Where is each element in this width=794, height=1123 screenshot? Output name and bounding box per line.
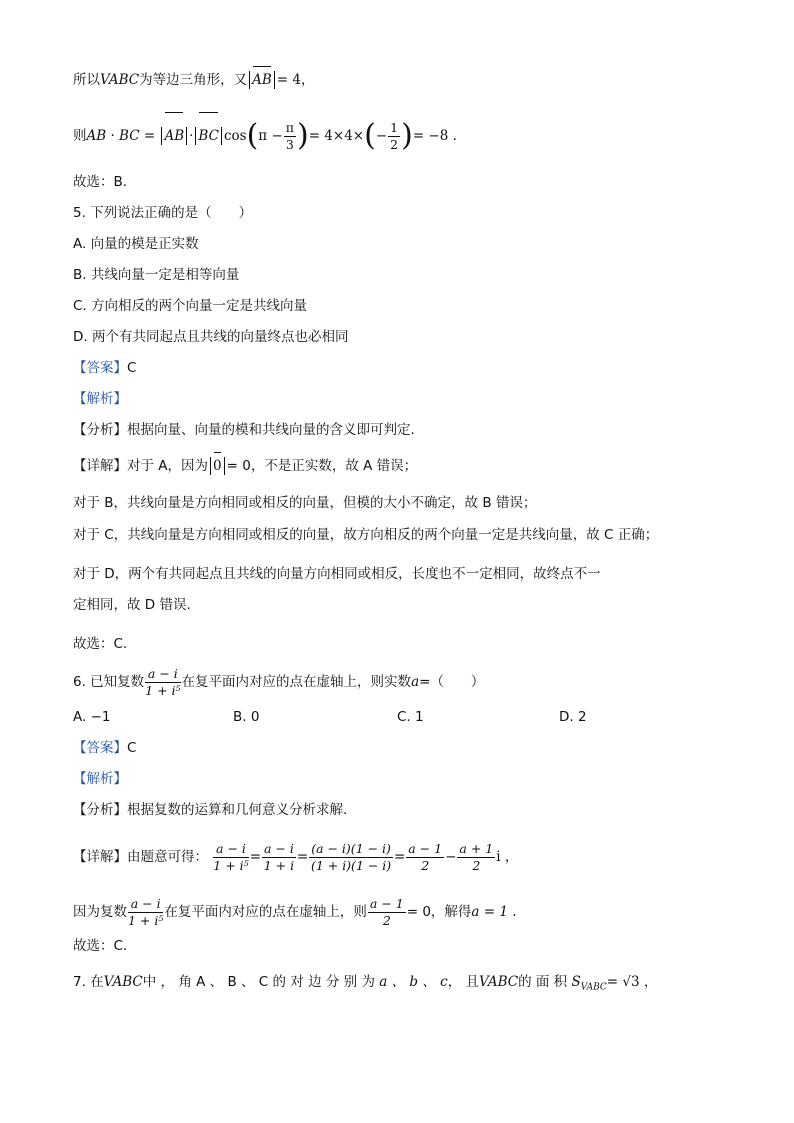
text: = 4×4× — [308, 128, 365, 144]
text: 在复平面内对应的点在虚轴上，则 — [164, 904, 367, 920]
denominator: 1 + i⁵ — [145, 682, 181, 698]
q6-option-a: A. −1 — [73, 709, 111, 725]
fraction — [457, 841, 495, 874]
text: ， 且 — [447, 974, 479, 990]
abs-bar — [249, 71, 250, 89]
denominator: 1 + i⁵ — [128, 912, 164, 928]
q6-line2 — [73, 890, 517, 934]
paren: ( — [246, 118, 259, 153]
q5-option-c: C. 方向相反的两个向量一定是共线向量 — [73, 298, 308, 314]
q6-analysis-tag: 【解析】 — [73, 771, 127, 787]
text: 7. 在 — [73, 974, 104, 990]
xiangjie-tag: 【详解】 — [73, 458, 127, 474]
denominator: 2 — [421, 857, 430, 873]
fraction — [213, 841, 248, 874]
xiangjie-tag: 【详解】 — [73, 849, 127, 865]
paren: ( — [364, 118, 376, 153]
paren: ) — [401, 118, 413, 153]
text: 为等边三角形，又 — [139, 72, 248, 88]
intro-line-1 — [73, 70, 314, 90]
denominator: 1 + i — [263, 857, 295, 873]
denominator: 2 — [390, 136, 399, 152]
q5-choice: 故选：C. — [73, 636, 128, 652]
answer-tag: 【答案】 — [73, 740, 127, 756]
triangle-label: VABC — [103, 974, 143, 990]
area-subscript: VABC — [580, 982, 607, 993]
fenxi-tag: 【分析】 — [73, 422, 127, 438]
q5-line-b: 对于 B，共线向量是方向相同或相反的向量，但模的大小不确定，故 B 错误； — [73, 495, 537, 511]
q5-answer — [73, 358, 136, 378]
fraction — [128, 896, 163, 929]
denominator: 2 — [472, 857, 481, 873]
triangle-label: VABC — [100, 72, 140, 88]
text: 由题意可得： — [127, 849, 208, 865]
text: 所以 — [73, 72, 100, 88]
text: 在复平面内对应的点在虚轴上，则实数 — [181, 674, 412, 690]
vector-ab: AB — [252, 72, 272, 88]
dot-product-lhs: AB · BC = — [86, 128, 156, 144]
cos: cos — [223, 128, 247, 144]
abs-bar — [161, 127, 162, 145]
q6-xiangjie: 【详解】由题意可得： $\frac{a - i}{\text{1 + i⁵}}$ = $\frac{a - i}{1 + i}$ = $\frac{(a - i)(1 - i)}{(1 + i)(1 - i)}$ = $\frac{a - 1}{2}$ − $\frac{a + 1}{2}$ i ， — [73, 840, 519, 873]
intro-line-2 — [73, 116, 457, 156]
q6-option-d: D. 2 — [559, 709, 587, 725]
text: 对于 A，因为 — [127, 458, 209, 474]
numerator: a − 1 — [408, 840, 443, 856]
denominator: (1 + i)(1 − i) — [310, 857, 392, 873]
abs-bar — [186, 127, 187, 145]
q5-xiangjie — [73, 456, 417, 476]
text: 6. 已知复数 — [73, 674, 145, 690]
pi-minus: π − — [258, 128, 283, 144]
numerator: a − i — [128, 896, 163, 913]
q5-option-a: A. 向量的模是正实数 — [73, 236, 199, 252]
numerator: a − 1 — [369, 895, 404, 911]
minus: − — [375, 128, 388, 144]
vector-ab: AB — [164, 116, 184, 156]
denominator: 2 — [382, 912, 391, 928]
text: = 4， — [276, 72, 315, 88]
answer-value: C — [127, 360, 137, 376]
denominator: 3 — [285, 136, 294, 152]
q7-stem — [73, 972, 657, 998]
fraction — [262, 841, 296, 874]
q5-line-d1: 对于 D，两个有共同起点且共线的向量方向相同或相反，长度也不一定相同，故终点不一 — [73, 566, 601, 582]
fenxi-tag: 【分析】 — [73, 802, 127, 818]
denominator: 1 + i⁵ — [213, 857, 249, 873]
answer-value: C — [127, 740, 137, 756]
fraction — [145, 666, 180, 699]
intro-choice: 故选：B. — [73, 174, 128, 190]
text: = 0，解得 — [406, 904, 472, 920]
text: 因为复数 — [73, 904, 127, 920]
numerator: a − i — [264, 840, 294, 856]
numerator: a + 1 — [459, 840, 494, 856]
abs-bar — [210, 457, 211, 475]
fraction — [284, 120, 296, 153]
result: = −8 . — [412, 128, 457, 144]
q5-option-d: D. 两个有共同起点且共线的向量终点也必相同 — [73, 329, 349, 345]
abs-bar — [274, 71, 275, 89]
text: 中 ， 角 A 、 B 、 C 的 对 边 分 别 为 — [142, 974, 375, 990]
variable-a: a — [411, 674, 420, 690]
abs-bar — [221, 127, 222, 145]
q5-stem: 5. 下列说法正确的是（ ） — [73, 205, 253, 221]
fraction — [368, 896, 406, 929]
area-symbol: S — [571, 974, 581, 990]
vector-bc: BC — [198, 116, 219, 156]
zero-vector: 0 — [213, 458, 222, 474]
q6-option-b: B. 0 — [233, 709, 260, 725]
text: = √3 ， — [606, 974, 658, 990]
numerator: (a − i)(1 − i) — [311, 840, 391, 856]
fraction — [388, 120, 400, 153]
numerator: a − i — [213, 841, 248, 858]
numerator: π — [285, 119, 294, 135]
q5-analysis-tag: 【解析】 — [73, 391, 127, 407]
text: 的 面 积 — [518, 974, 568, 990]
q5-option-b: B. 共线向量一定是相等向量 — [73, 267, 240, 283]
q5-fenxi — [73, 420, 415, 440]
q5-line-c: 对于 C，共线向量是方向相同或相反的向量，故方向相反的两个向量一定是共线向量，故 C 正确； — [73, 527, 659, 543]
abs-bar — [195, 127, 196, 145]
paren: ) — [296, 118, 309, 153]
numerator: a − i — [145, 666, 180, 683]
dot: · — [189, 128, 194, 144]
fenxi-text: 根据向量、向量的模和共线向量的含义即可判定. — [127, 422, 415, 438]
text: a = 1 . — [471, 904, 517, 920]
q5-line-d2: 定相同，故 D 错误. — [73, 597, 191, 613]
q6-stem — [73, 662, 484, 702]
q6-choice: 故选：C. — [73, 938, 128, 954]
fenxi-text: 根据复数的运算和几何意义分析求解. — [127, 802, 348, 818]
abs-bar — [224, 457, 225, 475]
text: i ， — [496, 849, 519, 865]
fraction — [406, 841, 444, 874]
numerator: 1 — [390, 119, 399, 135]
fraction — [309, 841, 393, 874]
q6-fenxi — [73, 800, 347, 820]
answer-tag: 【答案】 — [73, 360, 127, 376]
variables: a 、 b 、 c — [379, 974, 448, 990]
text: = 0，不是正实数，故 A 错误； — [226, 458, 418, 474]
triangle-label: VABC — [479, 974, 519, 990]
q6-option-c: C. 1 — [397, 709, 424, 725]
text: =（ ） — [419, 674, 485, 690]
text: 则 — [73, 128, 87, 144]
q6-answer — [73, 738, 136, 758]
